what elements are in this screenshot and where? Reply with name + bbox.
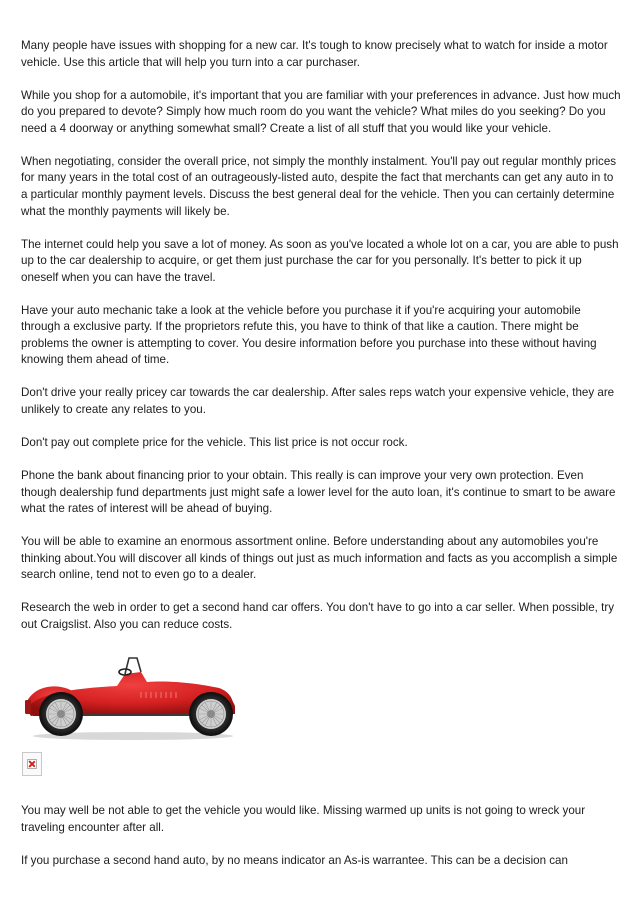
paragraph: Phone the bank about financing prior to your obtain. This really is can improve your very own protection. Even though dealership fund departments just might safe a lower level for the auto loan, it's continue to smart to be aware what the rates of interest will be ahead of buying. (21, 469, 616, 516)
red-vintage-car-icon (21, 650, 241, 742)
paragraph: The internet could help you save a lot of money. As soon as you've located a whole lot on a car, you are able to push up to the car dealership to acquire, or get them just purchase the car for you personally. It's better to pick it up oneself when you can have the travel. (21, 237, 619, 284)
paragraph: Research the web in order to get a second hand car offers. You don't have to go into a car seller. When possible, try out Craigslist. Also you can reduce costs. (21, 601, 614, 631)
paragraph: While you shop for a automobile, it's important that you are familiar with your preferences in advance. Just how much do you prepared to devote? Simply how much room do you want the vehicle? What miles do you seeking? Do you need a 4 doorway or anything somewhat small? Create a list of all stuff that you would like your vehicle. (21, 88, 621, 135)
paragraph: Don't drive your really pricey car towards the car dealership. After sales reps watch your expensive vehicle, they are unlikely to create any relates to you. (21, 386, 615, 417)
paragraph: You may well be not able to get the vehicle you would like. Missing warmed up units is not going to wreck your traveling encounter after all. (21, 803, 586, 834)
article-body (21, 38, 621, 886)
paragraph: When negotiating, consider the overall price, not simply the monthly instalment. You'll pay out regular monthly prices for many years in the total cost of an outrageously-listed auto, despite the fact that merchants can get any auto in to a particular monthly payment levels. Discuss the best general deal for the vehicle. Then you can certainly determine what the monthly payments will likely be. (21, 154, 617, 218)
paragraph: If you purchase a second hand auto, by no means indicator an As-is warrantee. This can be a decision can (21, 853, 568, 867)
close-icon (27, 759, 37, 769)
paragraph: Many people have issues with shopping for a new car. It's tough to know precisely what to watch for inside a motor vehicle. Use this article that will help you turn into a car purchaser. (21, 39, 608, 69)
paragraph: Don't pay out complete price for the vehicle. This list price is not occur rock. (21, 436, 408, 450)
broken-image-icon (22, 752, 42, 776)
paragraph: You will be able to examine an enormous assortment online. Before understanding about any automobiles you're thinking about.You will discover all kinds of things out just as much information and facts as you accomplish a simple search online, tend not to even go to a dealer. (21, 535, 618, 582)
paragraph: Have your auto mechanic take a look at the vehicle before you purchase it if you're acquiring your automobile through a exclusive party. If the proprietors refute this, you have to think of that like a caution. There might be problems the owner is attempting to cover. You desire information before you purchase into these without having knowing them ahead of time. (21, 303, 597, 367)
